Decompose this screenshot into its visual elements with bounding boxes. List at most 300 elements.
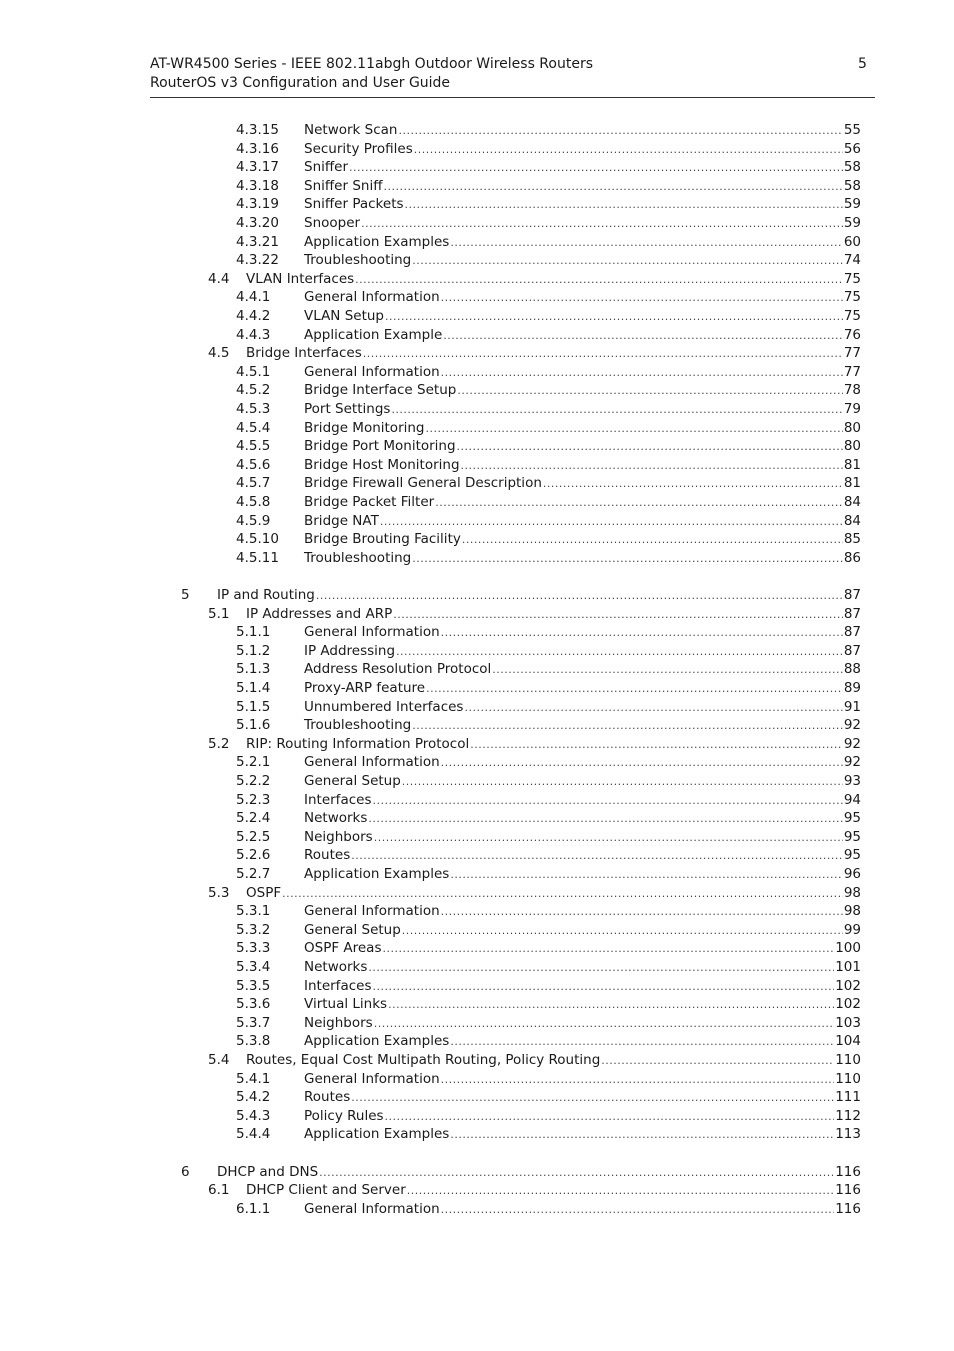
toc-entry-number: 4.5.9: [236, 512, 271, 529]
toc-entry[interactable]: [0, 233, 954, 252]
toc-entry-title: Networks: [304, 810, 368, 827]
toc-entry-page: 112: [835, 1107, 861, 1124]
toc-entry-line: [304, 1014, 861, 1034]
toc-entry-page: 111: [835, 1089, 861, 1106]
toc-entry[interactable]: [0, 344, 954, 363]
toc-entry-title: Sniffer Packets: [304, 196, 404, 213]
toc-leader-dots: [412, 252, 843, 271]
toc-entry-page: 87: [843, 624, 861, 641]
toc-entry-title: Routes: [304, 847, 351, 864]
toc-entry-number: 5.4.1: [236, 1070, 271, 1087]
toc-leader-dots: [441, 754, 843, 773]
toc-leader-dots: [398, 122, 842, 141]
toc-entry-page: 80: [843, 438, 861, 455]
toc-entry-title: Sniffer Sniff: [304, 177, 383, 194]
toc-entry-page: 81: [843, 456, 861, 473]
toc-entry-number: 5.2.3: [236, 791, 271, 808]
toc-entry-line: [217, 586, 861, 606]
toc-entry-title: General Information: [304, 754, 440, 771]
toc-entry-line: [304, 791, 861, 811]
toc-entry[interactable]: [0, 251, 954, 270]
toc-entry-number: 4.5.6: [236, 456, 271, 473]
toc-entry-page: 89: [843, 680, 861, 696]
toc-entry-line: [304, 307, 861, 327]
toc-entry-line: [304, 1032, 861, 1052]
toc-entry-title: Bridge Interfaces: [246, 345, 362, 362]
toc-entry[interactable]: [0, 735, 954, 754]
toc-entry[interactable]: [0, 307, 954, 326]
toc-entry-number: 4.3.17: [236, 159, 279, 176]
toc-leader-dots: [368, 810, 842, 829]
toc-entry-line: [304, 679, 861, 699]
toc-entry-title: DHCP Client and Server: [246, 1182, 406, 1199]
toc-entry[interactable]: [0, 195, 954, 214]
toc-entry-title: General Information: [304, 289, 440, 306]
toc-entry-page: 84: [843, 494, 861, 510]
toc-entry-page: 87: [843, 605, 861, 622]
toc-entry-line: [304, 809, 861, 829]
toc-entry-title: Networks: [304, 959, 368, 975]
toc-entry-line: [246, 605, 861, 625]
toc-entry-number: 4.3.19: [236, 196, 279, 213]
toc-entry-line: [304, 437, 861, 457]
toc-entry[interactable]: [0, 642, 954, 661]
toc-entry-line: [304, 214, 861, 234]
toc-entry[interactable]: [0, 400, 954, 419]
toc-entry[interactable]: [0, 1014, 954, 1033]
toc-entry-title: General Setup: [304, 773, 401, 789]
toc-entry[interactable]: [0, 419, 954, 438]
toc-entry-page: 76: [843, 326, 861, 343]
toc-entry[interactable]: [0, 902, 954, 921]
toc-entry-title: Bridge Brouting Facility: [304, 531, 461, 548]
toc-leader-dots: [355, 271, 843, 290]
toc-entry-page: 96: [843, 866, 861, 882]
header-rule: [150, 97, 875, 98]
toc-entry-number: 5.1.5: [236, 698, 271, 715]
toc-entry-page: 81: [843, 475, 861, 492]
toc-leader-dots: [470, 736, 843, 755]
toc-entry-title: Application Examples: [304, 233, 450, 250]
toc-leader-dots: [385, 1108, 835, 1127]
toc-entry-number: 6.1: [208, 1182, 230, 1199]
toc-entry-number: 6.1.1: [236, 1200, 271, 1217]
toc-entry-number: 5.4.3: [236, 1107, 271, 1124]
toc-entry-page: 116: [835, 1182, 861, 1199]
toc-entry-line: [246, 735, 861, 755]
toc-entry-number: 5.3: [208, 884, 230, 901]
toc-leader-dots: [441, 1071, 835, 1090]
toc-entry-number: 5.3.5: [236, 977, 271, 994]
toc-leader-dots: [380, 513, 843, 532]
toc-entry-number: 4.5.4: [236, 419, 271, 436]
toc-entry[interactable]: [0, 846, 954, 865]
toc-entry-title: General Setup: [304, 921, 401, 938]
toc-entry[interactable]: [0, 493, 954, 512]
toc-entry-line: [304, 753, 861, 773]
toc-entry-page: 99: [843, 921, 861, 938]
toc-entry-title: Bridge Port Monitoring: [304, 438, 456, 455]
toc-entry[interactable]: [0, 381, 954, 400]
toc-leader-dots: [405, 196, 843, 215]
toc-leader-dots: [282, 885, 843, 904]
toc-leader-dots: [492, 661, 843, 680]
toc-entry-number: 4.4.1: [236, 289, 271, 306]
toc-entry-title: Bridge Host Monitoring: [304, 456, 460, 473]
toc-leader-dots: [393, 606, 843, 625]
toc-entry-page: 101: [835, 959, 861, 975]
toc-entry-title: Neighbors: [304, 828, 373, 845]
header-subtitle: RouterOS v3 Configuration and User Guide: [150, 75, 451, 91]
toc-entry[interactable]: [0, 1051, 954, 1070]
toc-entry[interactable]: [0, 437, 954, 456]
toc-entry-page: 88: [843, 661, 861, 678]
toc-entry-title: Neighbors: [304, 1014, 373, 1031]
toc-entry[interactable]: [0, 474, 954, 493]
toc-entry-page: 102: [835, 977, 861, 994]
toc-entry-page: 116: [835, 1163, 861, 1180]
toc-entry[interactable]: [0, 326, 954, 345]
toc-entry-line: [304, 660, 861, 680]
toc-entry[interactable]: [0, 140, 954, 159]
toc-entry-title: Routes, Equal Cost Multipath Routing, Policy Routing: [246, 1052, 601, 1068]
toc-leader-dots: [412, 550, 843, 569]
toc-entry-number: 4.3.18: [236, 177, 279, 194]
toc-entry[interactable]: [0, 1181, 954, 1200]
toc-entry-title: Snooper: [304, 215, 361, 231]
toc-entry-number: 4.4.3: [236, 326, 271, 343]
toc-entry-line: [304, 1070, 861, 1090]
toc-entry-page: 110: [835, 1052, 861, 1068]
toc-entry-number: 5.1.3: [236, 661, 271, 678]
toc-entry-number: 4.5.8: [236, 494, 271, 510]
toc-entry-number: 4.4.2: [236, 308, 271, 324]
toc-entry-page: 60: [843, 233, 861, 250]
toc-entry-page: 91: [843, 698, 861, 715]
toc-entry-line: [246, 270, 861, 290]
toc-entry-line: [304, 939, 861, 959]
toc-entry-title: Security Profiles: [304, 140, 413, 157]
toc-leader-dots: [441, 624, 843, 643]
toc-entry[interactable]: [0, 530, 954, 549]
toc-entry[interactable]: [0, 214, 954, 233]
toc-entry[interactable]: [0, 1125, 954, 1144]
toc-entry-number: 4.3.21: [236, 233, 279, 250]
toc-entry-page: 75: [843, 289, 861, 306]
toc-entry-line: [304, 512, 861, 532]
toc-entry-line: [304, 400, 861, 420]
toc-entry-line: [246, 884, 861, 904]
toc-entry-line: [304, 288, 861, 308]
toc-entry-line: [304, 642, 861, 662]
toc-entry-line: [304, 1200, 861, 1220]
toc-entry-title: Bridge NAT: [304, 512, 379, 529]
toc-entry[interactable]: [0, 456, 954, 475]
toc-entry-number: 5.2: [208, 735, 230, 752]
toc-leader-dots: [374, 829, 843, 848]
toc-entry-page: 113: [835, 1126, 861, 1143]
toc-entry-line: [304, 233, 861, 253]
toc-entry-number: 4.5: [208, 345, 230, 362]
toc-entry[interactable]: [0, 363, 954, 382]
toc-leader-dots: [414, 141, 843, 160]
toc-entry[interactable]: [0, 995, 954, 1014]
toc-entry-number: 5.2.5: [236, 828, 271, 845]
toc-entry-page: 77: [843, 345, 861, 362]
toc-leader-dots: [543, 475, 843, 494]
toc-entry-page: 75: [843, 270, 861, 287]
toc-leader-dots: [450, 1033, 834, 1052]
toc-entry-title: Application Examples: [304, 1126, 450, 1143]
toc-entry-number: 5.3.7: [236, 1014, 271, 1031]
toc-leader-dots: [351, 847, 843, 866]
toc-entry[interactable]: [0, 958, 954, 977]
toc-entry-page: 86: [843, 549, 861, 566]
toc-entry-line: [304, 995, 861, 1015]
toc-entry-line: [304, 474, 861, 494]
toc-entry-number: 4.5.3: [236, 401, 271, 417]
toc-leader-dots: [384, 178, 843, 197]
toc-entry-line: [304, 846, 861, 866]
toc-entry[interactable]: [0, 716, 954, 735]
toc-entry-page: 80: [843, 419, 861, 436]
toc-leader-dots: [441, 289, 843, 308]
toc-leader-dots: [383, 940, 835, 959]
toc-entry-number: 4.3.20: [236, 215, 279, 231]
toc-leader-dots: [461, 457, 843, 476]
toc-entry-number: 5.3.8: [236, 1033, 271, 1050]
toc-entry-number: 4.5.1: [236, 363, 271, 380]
toc-entry-page: 56: [843, 140, 861, 157]
toc-entry-page: 116: [835, 1200, 861, 1217]
toc-entry-line: [304, 958, 861, 978]
toc-entry[interactable]: [0, 698, 954, 717]
toc-entry-page: 94: [843, 791, 861, 808]
toc-entry-title: Unnumbered Interfaces: [304, 698, 464, 715]
toc-entry-line: [304, 1088, 861, 1108]
toc-entry-title: IP Addressing: [304, 642, 396, 659]
toc-entry-number: 5.3.4: [236, 959, 271, 975]
toc-entry-title: Sniffer: [304, 159, 349, 176]
toc-leader-dots: [368, 959, 834, 978]
toc-entry-page: 102: [835, 996, 861, 1013]
toc-entry-page: 98: [843, 884, 861, 901]
toc-entry-number: 5.2.4: [236, 810, 271, 827]
toc-entry-number: 4.3.16: [236, 140, 279, 157]
toc-entry-page: 85: [843, 531, 861, 548]
toc-leader-dots: [435, 494, 843, 513]
toc-entry-title: General Information: [304, 903, 440, 920]
toc-leader-dots: [412, 717, 843, 736]
toc-entry-title: VLAN Setup: [304, 308, 384, 324]
toc-entry-number: 5.1.6: [236, 717, 271, 734]
toc-entry[interactable]: [0, 772, 954, 791]
toc-entry-title: Routes: [304, 1089, 351, 1106]
toc-entry-line: [304, 140, 861, 160]
toc-entry[interactable]: [0, 623, 954, 642]
toc-entry-line: [304, 530, 861, 550]
toc-entry-line: [304, 865, 861, 885]
toc-entry-title: VLAN Interfaces: [246, 270, 355, 287]
toc-entry-title: RIP: Routing Information Protocol: [246, 735, 470, 752]
toc-entry-page: 92: [843, 754, 861, 771]
toc-leader-dots: [450, 866, 842, 885]
toc-entry-page: 100: [835, 940, 861, 957]
toc-entry[interactable]: [0, 1200, 954, 1219]
toc-entry-page: 92: [843, 735, 861, 752]
toc-entry-page: 93: [843, 773, 861, 789]
toc-entry-page: 87: [843, 587, 861, 603]
toc-entry[interactable]: [0, 809, 954, 828]
toc-entry-number: 5.1.4: [236, 680, 271, 696]
toc-entry-page: 95: [843, 810, 861, 827]
toc-entry-line: [304, 363, 861, 383]
toc-entry-page: 77: [843, 363, 861, 380]
toc-entry-number: 5.3.1: [236, 903, 271, 920]
toc-entry-line: [304, 158, 861, 178]
toc-entry-page: 92: [843, 717, 861, 734]
toc-leader-dots: [363, 345, 843, 364]
toc-leader-dots: [462, 531, 843, 550]
toc-entry-number: 5.2.2: [236, 773, 271, 789]
toc-entry[interactable]: [0, 865, 954, 884]
toc-leader-dots: [402, 773, 843, 792]
toc-entry-line: [304, 251, 861, 271]
toc-entry-line: [246, 344, 861, 364]
toc-entry-line: [304, 456, 861, 476]
toc-entry-title: IP Addresses and ARP: [246, 605, 393, 622]
toc-entry[interactable]: [0, 884, 954, 903]
toc-entry[interactable]: [0, 549, 954, 568]
toc-entry[interactable]: [0, 586, 954, 605]
toc-entry-page: 58: [843, 177, 861, 194]
toc-entry-title: OSPF Areas: [304, 940, 382, 957]
toc-leader-dots: [316, 587, 843, 606]
toc-entry-number: 5: [181, 587, 190, 603]
toc-entry[interactable]: [0, 977, 954, 996]
toc-entry-title: DHCP and DNS: [217, 1163, 319, 1180]
toc-entry-number: 4.5.2: [236, 382, 271, 399]
toc-entry[interactable]: [0, 1070, 954, 1089]
toc-entry-page: 87: [843, 642, 861, 659]
toc-entry-line: [304, 1125, 861, 1145]
toc-entry-title: Bridge Interface Setup: [304, 382, 457, 399]
toc-entry[interactable]: [0, 121, 954, 140]
toc-entry-number: 5.3.2: [236, 921, 271, 938]
toc-entry-line: [304, 921, 861, 941]
toc-entry[interactable]: [0, 1032, 954, 1051]
toc-entry-line: [304, 977, 861, 997]
toc-entry-page: 74: [843, 252, 861, 269]
toc-entry-page: 95: [843, 828, 861, 845]
toc-leader-dots: [385, 308, 843, 327]
toc-leader-dots: [457, 382, 842, 401]
toc-entry-title: General Information: [304, 1200, 440, 1217]
toc-entry-number: 5.1.1: [236, 624, 271, 641]
toc-entry[interactable]: [0, 158, 954, 177]
toc-entry-page: 59: [843, 215, 861, 231]
toc-leader-dots: [443, 327, 843, 346]
toc-entry-line: [304, 493, 861, 513]
toc-entry-title: Troubleshooting: [304, 717, 412, 734]
toc-leader-dots: [351, 1089, 834, 1108]
toc-entry-title: Address Resolution Protocol: [304, 661, 492, 678]
toc-entry-title: General Information: [304, 624, 440, 641]
toc-leader-dots: [388, 996, 834, 1015]
toc-entry-line: [217, 1163, 861, 1183]
toc-entry-title: Bridge Packet Filter: [304, 494, 435, 510]
header-title: AT-WR4500 Series - IEEE 802.11abgh Outdoor Wireless Routers: [150, 56, 593, 72]
toc-entry-number: 4.5.10: [236, 531, 279, 548]
toc-entry[interactable]: [0, 605, 954, 624]
toc-entry-number: 5.1: [208, 605, 230, 622]
toc-entry[interactable]: [0, 1107, 954, 1126]
toc-entry-number: 5.1.2: [236, 642, 271, 659]
toc-entry[interactable]: [0, 753, 954, 772]
toc-leader-dots: [402, 922, 843, 941]
toc-entry-number: 4.5.7: [236, 475, 271, 492]
toc-entry[interactable]: [0, 177, 954, 196]
toc-entry-line: [304, 772, 861, 792]
toc-entry-line: [304, 716, 861, 736]
toc-entry-title: Virtual Links: [304, 996, 388, 1013]
toc-entry-number: 5.3.3: [236, 940, 271, 957]
toc-entry-line: [304, 195, 861, 215]
toc-entry[interactable]: [0, 828, 954, 847]
toc-entry[interactable]: [0, 679, 954, 698]
toc-entry-number: 5.4: [208, 1052, 230, 1068]
toc-entry[interactable]: [0, 939, 954, 958]
toc-entry-line: [304, 623, 861, 643]
toc-entry-title: Troubleshooting: [304, 549, 412, 566]
toc-entry[interactable]: [0, 270, 954, 289]
toc-entry-page: 75: [843, 308, 861, 324]
toc-entry-number: 5.4.2: [236, 1089, 271, 1106]
toc-entry[interactable]: [0, 288, 954, 307]
toc-leader-dots: [450, 1126, 834, 1145]
toc-entry[interactable]: [0, 660, 954, 679]
toc-entry-line: [304, 121, 861, 141]
toc-leader-dots: [441, 1201, 835, 1220]
toc-entry-line: [304, 698, 861, 718]
toc-entry[interactable]: [0, 1163, 954, 1182]
toc-entry[interactable]: [0, 921, 954, 940]
toc-leader-dots: [441, 903, 843, 922]
toc-entry-number: 5.2.1: [236, 754, 271, 771]
toc-entry-line: [304, 1107, 861, 1127]
toc-entry-line: [246, 1181, 861, 1201]
toc-entry-number: 4.4: [208, 270, 230, 287]
toc-entry-title: IP and Routing: [217, 587, 315, 603]
toc-entry-number: 5.3.6: [236, 996, 271, 1013]
toc-entry-title: Proxy-ARP feature: [304, 680, 426, 696]
toc-entry-number: 5.2.7: [236, 866, 271, 882]
toc-leader-dots: [372, 792, 842, 811]
toc-entry-number: 6: [181, 1163, 190, 1180]
toc-entry-number: 5.2.6: [236, 847, 271, 864]
toc-entry[interactable]: [0, 791, 954, 810]
toc-leader-dots: [464, 699, 842, 718]
toc-entry-number: 4.3.15: [236, 122, 279, 138]
toc-entry-title: General Information: [304, 363, 440, 380]
toc-entry[interactable]: [0, 1088, 954, 1107]
toc-entry-page: 84: [843, 512, 861, 529]
toc-entry-page: 58: [843, 159, 861, 176]
toc-entry-title: Port Settings: [304, 401, 391, 417]
toc-leader-dots: [457, 438, 843, 457]
toc-entry-line: [304, 177, 861, 197]
toc-entry[interactable]: [0, 512, 954, 531]
